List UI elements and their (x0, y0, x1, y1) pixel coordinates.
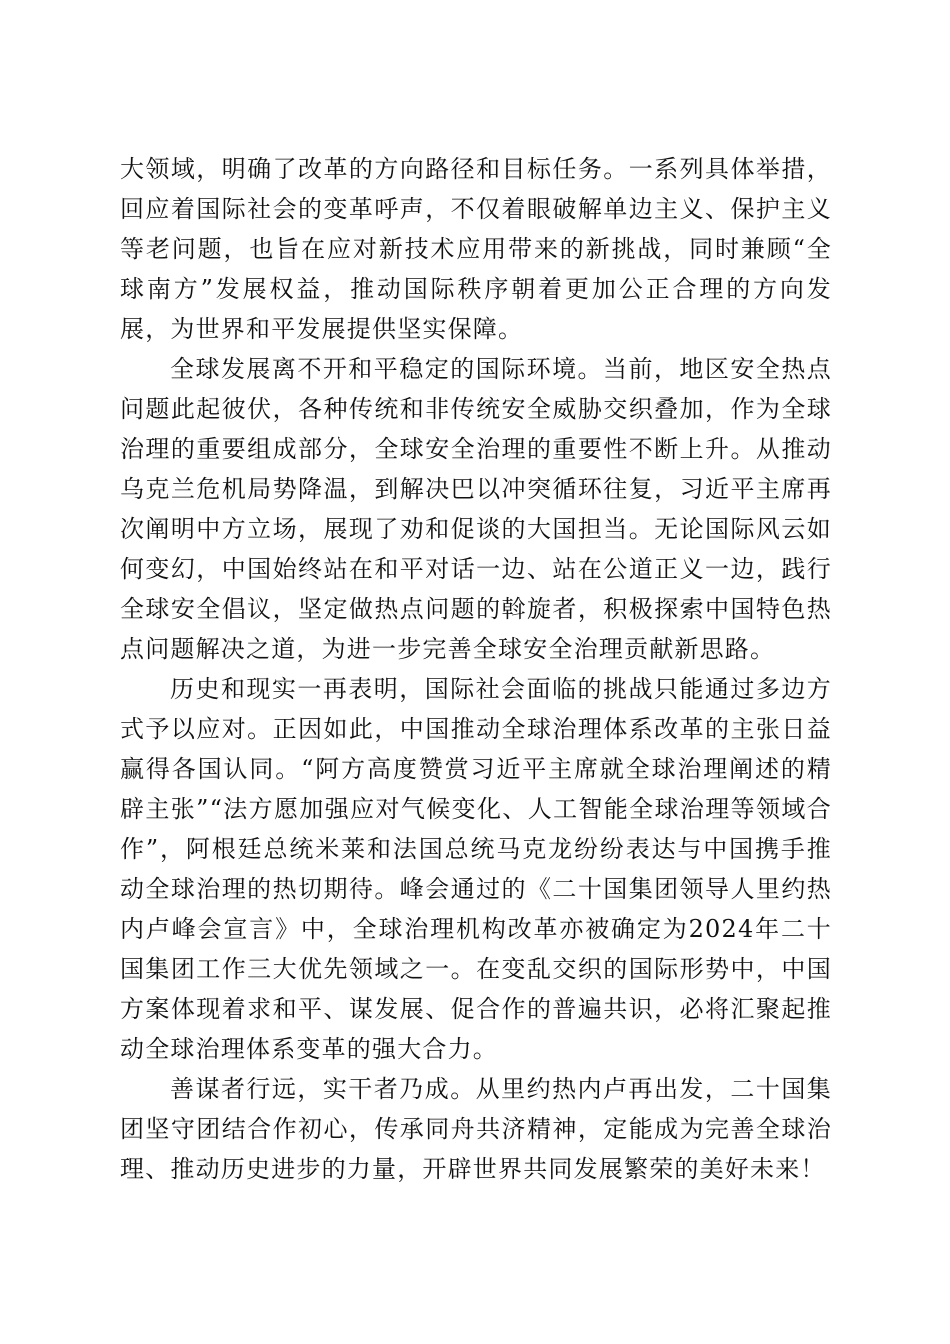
paragraph-conclusion: 善谋者行远，实干者乃成。从里约热内卢再出发，二十国集团坚守团结合作初心，传承同舟共济精神，定能成为完善全球治理、推动历史进步的力量，开辟世界共同发展繁荣的美好未来！ (120, 1075, 832, 1183)
article-body (120, 149, 832, 1189)
paragraph-continued: 大领域，明确了改革的方向路径和目标任务。一系列具体举措，回应着国际社会的变革呼声，不仅着眼破解单边主义、保护主义等老问题，也旨在应对新技术应用带来的新挑战，同时兼顾“全球南方”发展权益，推动国际秩序朝着更加公正合理的方向发展，为世界和平发展提供坚实保障。 (120, 155, 832, 343)
paragraph-multilateral-consensus: 历史和现实一再表明，国际社会面临的挑战只能通过多边方式予以应对。正因如此，中国推动全球治理体系改革的主张日益赢得各国认同。“阿方高度赞赏习近平主席就全球治理阐述的精辟主张”“法方愿加强应对气候变化、人工智能全球治理等领域合作”，阿根廷总统米莱和法国总统马克龙纷纷表达与中国携手推动全球治理的热切期待。峰会通过的《二十国集团领导人里约热内卢峰会宣言》中，全球治理机构改革亦被确定为2024年二十国集团工作三大优先领域之一。在变乱交织的国际形势中，中国方案体现着求和平、谋发展、促合作的普遍共识，必将汇聚起推动全球治理体系变革的强大合力。 (120, 675, 832, 1063)
paragraph-security-governance: 全球发展离不开和平稳定的国际环境。当前，地区安全热点问题此起彼伏，各种传统和非传统安全威胁交织叠加，作为全球治理的重要组成部分，全球安全治理的重要性不断上升。从推动乌克兰危机局势降温，到解决巴以冲突循环往复，习近平主席再次阐明中方立场，展现了劝和促谈的大国担当。无论国际风云如何变幻，中国始终站在和平对话一边、站在公道正义一边，践行全球安全倡议，坚定做热点问题的斡旋者，积极探索中国特色热点问题解决之道，为进一步完善全球安全治理贡献新思路。 (120, 355, 832, 663)
